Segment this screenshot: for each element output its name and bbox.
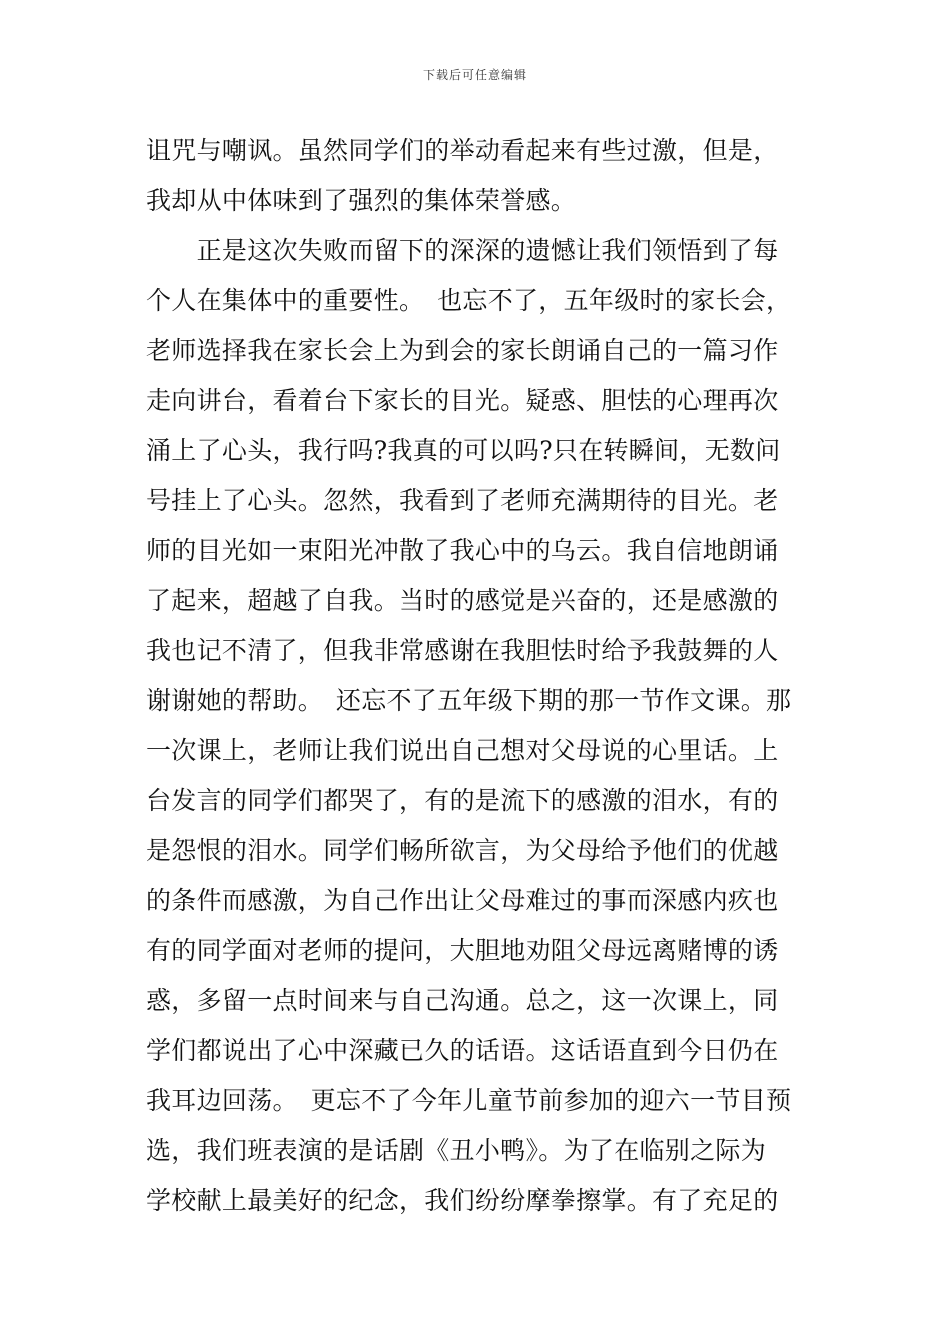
text-line: 有的同学面对老师的提问，大胆地劝阻父母远离赌博的诱: [146, 936, 779, 965]
text-line: 一次课上，老师让我们说出自己想对父母说的心里话。上: [146, 736, 779, 765]
text-line: 了起来，超越了自我。当时的感觉是兴奋的，还是感激的: [146, 586, 779, 615]
text-line: 正是这次失败而留下的深深的遗憾让我们领悟到了每: [146, 236, 779, 265]
text-line: 我也记不清了，但我非常感谢在我胆怯时给予我鼓舞的人: [146, 636, 779, 665]
text-line: 谢谢她的帮助。 还忘不了五年级下期的那一节作文课。那: [146, 686, 792, 715]
text-line: 老师选择我在家长会上为到会的家长朗诵自己的一篇习作: [146, 336, 779, 365]
text-line: 我耳边回荡。 更忘不了今年儿童节前参加的迎六一节目预: [146, 1086, 792, 1115]
text-line: 涌上了心头，我行吗?我真的可以吗?只在转瞬间，无数问: [146, 436, 781, 465]
text-line: 选，我们班表演的是话剧《丑小鸭》。为了在临别之际为: [146, 1136, 767, 1165]
text-line: 走向讲台，看着台下家长的目光。疑惑、胆怯的心理再次: [146, 386, 779, 415]
text-line: 学校献上最美好的纪念，我们纷纷摩拳擦掌。有了充足的: [146, 1186, 779, 1215]
text-line: 台发言的同学们都哭了，有的是流下的感激的泪水，有的: [146, 786, 779, 815]
text-line: 的条件而感激，为自己作出让父母难过的事而深感内疚也: [146, 886, 779, 915]
text-line: 我却从中体味到了强烈的集体荣誉感。: [146, 186, 577, 215]
text-line: 师的目光如一束阳光冲散了我心中的乌云。我自信地朗诵: [146, 536, 779, 565]
text-line: 诅咒与嘲讽。虽然同学们的举动看起来有些过激，但是，: [146, 136, 779, 165]
text-line: 个人在集体中的重要性。 也忘不了，五年级时的家长会，: [146, 286, 792, 315]
text-line: 号挂上了心头。忽然，我看到了老师充满期待的目光。老: [146, 486, 779, 515]
page-header: 下载后可任意编辑: [422, 68, 527, 82]
document-body: [146, 126, 810, 1226]
text-line: 是怨恨的泪水。同学们畅所欲言，为父母给予他们的优越: [146, 836, 779, 865]
text-line: 惑，多留一点时间来与自己沟通。总之，这一次课上，同: [146, 986, 779, 1015]
text-line: 学们都说出了心中深藏已久的话语。这话语直到今日仍在: [146, 1036, 779, 1065]
